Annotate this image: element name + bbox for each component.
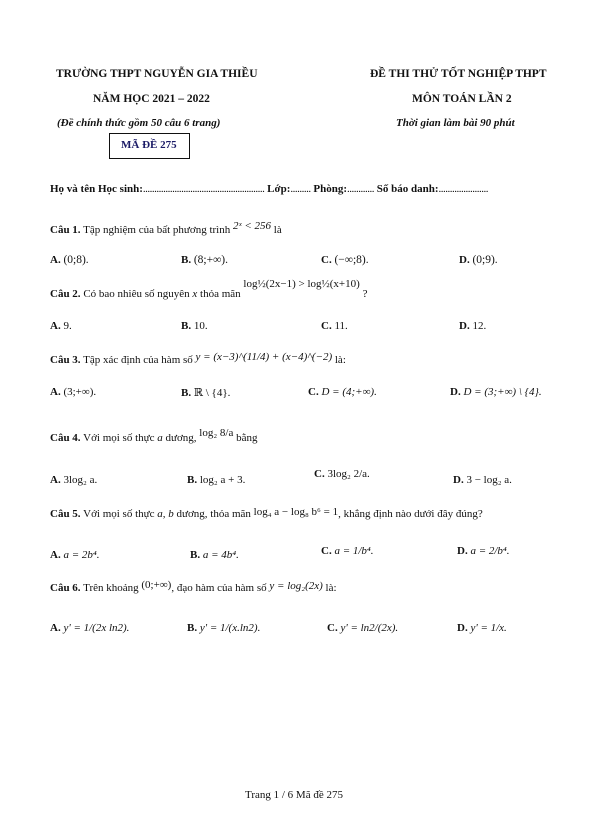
school-name: TRƯỜNG THPT NGUYỄN GIA THIỀU — [56, 68, 258, 80]
q2-option-d[interactable]: D. 12. — [459, 320, 487, 332]
question-math: y = log₂(2x) — [269, 580, 323, 592]
question-text: Tập nghiệm của bất phương trình — [83, 224, 231, 236]
question-tail: bằng — [236, 432, 258, 444]
q6-option-c[interactable]: C. y' = ln2/(2x). — [327, 622, 399, 634]
question-2 — [50, 278, 368, 300]
question-label: Câu 2. — [50, 288, 81, 300]
q1-option-a[interactable]: A. (0;8). — [50, 254, 89, 266]
question-variable: a, b — [157, 508, 174, 520]
question-label: Câu 4. — [50, 432, 81, 444]
q3-option-c[interactable]: C. D = (4;+∞). — [308, 386, 377, 398]
q2-option-b[interactable]: B. 10. — [181, 320, 208, 332]
question-5 — [50, 508, 483, 520]
question-text: Có bao nhiêu số nguyên — [83, 288, 190, 300]
question-label: Câu 6. — [50, 582, 81, 594]
q2-option-c[interactable]: C. 11. — [321, 320, 348, 332]
id-label: Số báo danh: — [376, 183, 439, 195]
question-1 — [50, 220, 282, 236]
question-6 — [50, 579, 337, 594]
question-tail: là: — [325, 582, 337, 594]
question-tail: , khẳng định nào dưới đây đúng? — [338, 508, 483, 520]
q2-option-a[interactable]: A. 9. — [50, 320, 72, 332]
q3-option-a[interactable]: A. (3;+∞). — [50, 386, 97, 398]
question-text: Với mọi số thực — [83, 432, 155, 444]
q4-option-d[interactable]: D. 3 − log₂ a. — [453, 474, 512, 486]
question-math: log½(2x−1) > log½(x+10) — [243, 278, 360, 290]
q5-option-d[interactable]: D. a = 2/b⁴. — [457, 545, 510, 557]
question-tail: là: — [334, 354, 346, 366]
question-text: Với mọi số thực — [83, 508, 155, 520]
question-tail: ? — [362, 288, 368, 300]
name-dots: ...................................................... — [142, 183, 265, 195]
exam-time: Thời gian làm bài 90 phút — [396, 117, 515, 129]
q1-option-c[interactable]: C. (−∞;8). — [321, 254, 369, 266]
question-math: log₂ 8/a — [199, 427, 234, 439]
question-label: Câu 1. — [50, 224, 81, 236]
question-4 — [50, 427, 258, 444]
q4-option-a[interactable]: A. 3log₂ a. — [50, 474, 98, 486]
question-math: y = (x−3)^(11/4) + (x−4)^(−2) — [195, 351, 333, 363]
question-text-2: , đạo hàm của hàm số — [171, 582, 267, 594]
school-year: NĂM HỌC 2021 – 2022 — [93, 93, 210, 105]
class-label: Lớp: — [267, 183, 291, 195]
exam-subject: MÔN TOÁN LẦN 2 — [412, 93, 512, 105]
question-math: 2ˣ < 256 — [232, 220, 272, 232]
q3-option-d[interactable]: D. D = (3;+∞) \ {4}. — [450, 386, 542, 398]
question-variable: a — [157, 432, 163, 444]
question-text-2: thỏa mãn — [200, 288, 241, 300]
id-dots: ...................... — [438, 183, 489, 195]
question-math: log₄ a − log₈ b⁶ = 1 — [253, 506, 339, 518]
class-dots: ......... — [290, 183, 311, 195]
q5-option-a[interactable]: A. a = 2b⁴. — [50, 549, 100, 561]
q4-option-c[interactable]: C. 3log₂ 2/a. — [314, 468, 370, 480]
q1-option-d[interactable]: D. (0;9). — [459, 254, 498, 266]
q3-option-b[interactable]: B. ℝ \ {4}. — [181, 387, 231, 399]
room-dots: ............ — [347, 183, 374, 195]
q6-option-d[interactable]: D. y' = 1/x. — [457, 622, 507, 634]
question-variable: x — [192, 288, 198, 300]
student-info-line — [50, 183, 488, 195]
page-footer: Trang 1 / 6 Mã đề 275 — [245, 789, 343, 801]
question-3 — [50, 351, 346, 366]
question-label: Câu 3. — [50, 354, 81, 366]
q6-option-b[interactable]: B. y' = 1/(x.ln2). — [187, 622, 261, 634]
q4-option-b[interactable]: B. log₂ a + 3. — [187, 474, 246, 486]
q5-option-b[interactable]: B. a = 4b⁴. — [190, 549, 239, 561]
name-label: Họ và tên Học sinh: — [50, 183, 143, 195]
question-text: Tập xác định của hàm số — [83, 354, 193, 366]
question-label: Câu 5. — [50, 508, 81, 520]
question-text: Trên khoảng — [83, 582, 139, 594]
question-interval: (0;+∞) — [141, 579, 172, 591]
question-text-2: dương, thỏa mãn — [176, 508, 251, 520]
q5-option-c[interactable]: C. a = 1/b⁴. — [321, 545, 374, 557]
q6-option-a[interactable]: A. y' = 1/(2x ln2). — [50, 622, 130, 634]
exam-note: (Đề chính thức gồm 50 câu 6 trang) — [57, 117, 221, 129]
question-text-2: dương, — [165, 432, 197, 444]
room-label: Phòng: — [313, 183, 347, 195]
q1-option-b[interactable]: B. (8;+∞). — [181, 254, 229, 266]
exam-title: ĐỀ THI THỬ TỐT NGHIỆP THPT — [370, 68, 547, 80]
question-tail: là — [273, 224, 282, 236]
exam-code: MÃ ĐỀ 275 — [121, 139, 177, 151]
